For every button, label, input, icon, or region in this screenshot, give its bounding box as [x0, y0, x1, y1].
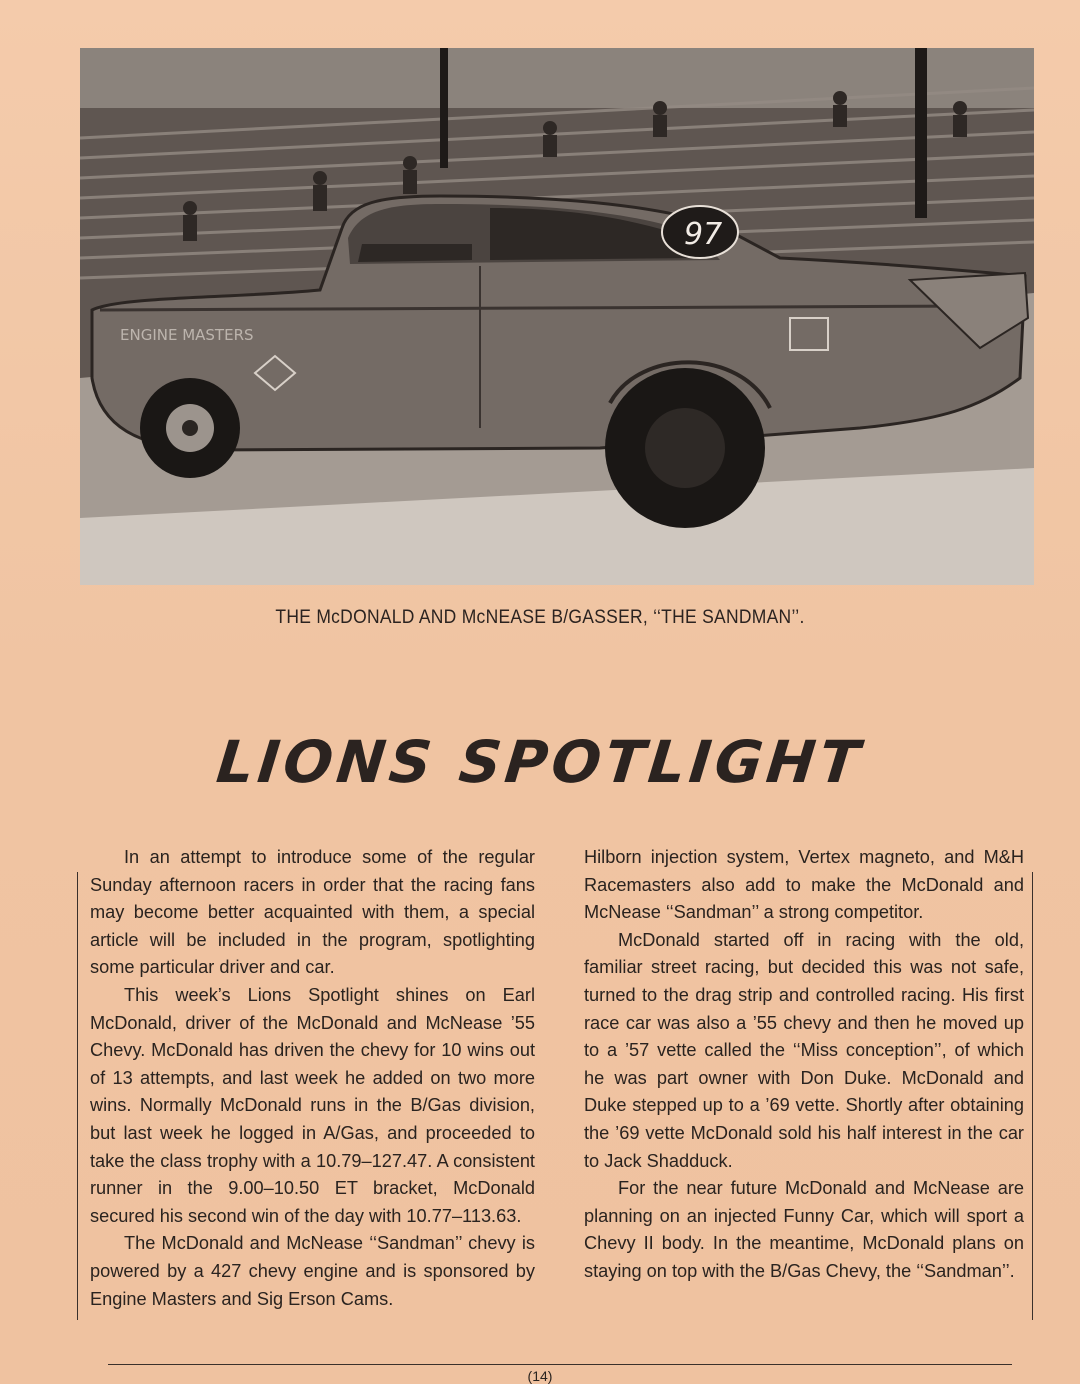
- car-number-text: 97: [684, 217, 723, 252]
- paragraph: In an attempt to introduce some of the regular Sunday afternoon racers in order that the racing fans may become better acquainted with them, a special article will be included in the program, spotlighting some particular driver and car.: [90, 847, 535, 978]
- page-number: (14): [527, 1368, 553, 1384]
- paragraph-continuation: Hilborn injection system, Vertex magneto, and M&H Racemasters also add to make the McDonald and McNease ‘‘Sandman’’ a strong competitor.: [584, 847, 1024, 923]
- photo-caption: THE McDONALD AND McNEASE B/GASSER, ‘‘THE SANDMAN’’.: [275, 607, 805, 628]
- article-right-column: [584, 844, 1024, 1286]
- paragraph: McDonald started off in racing with the old, familiar street racing, but decided this was not safe, turned to the drag strip and controlled racing. His first race car was also a ’55 chevy and then he moved up to a ’57 vette called the ‘‘Miss conception’’, of which he was part owner with Don Duke. McDonald and Duke stepped up to a ’69 vette. Shortly after obtaining the ’69 vette McDonald sold his half interest in the car to Jack Shadduck.: [584, 929, 1024, 1171]
- paragraph: This week’s Lions Spotlight shines on Earl McDonald, driver of the McDonald and McNease ’55 Chevy. McDonald has driven the chevy for 10 wins out of 13 attempts, and last week he added on two more wins. Normally McDonald runs in the B/Gas division, but last week he logged in A/Gas, and proceeded to take the class trophy with a 10.79–127.47. A consistent runner in the 9.00–10.50 ET bracket, McDonald secured his second win of the day with 10.77–113.63.: [90, 984, 535, 1226]
- paragraph: For the near future McDonald and McNease are planning on an injected Funny Car, which will sport a Chevy II body. In the meantime, McDonald plans on staying on top with the B/Gas Chevy, the ‘‘Sandman’’.: [584, 1178, 1024, 1281]
- race-car-photo: [80, 48, 1034, 585]
- left-column-rule: [77, 872, 78, 1320]
- article-left-column: [90, 844, 535, 1313]
- door-lettering: ENGINE MASTERS: [120, 326, 254, 344]
- right-column-rule: [1032, 872, 1033, 1320]
- article-headline: LIONS SPOTLIGHT: [213, 728, 867, 796]
- paragraph: The McDonald and McNease ‘‘Sandman’’ chevy is powered by a 427 chevy engine and is sponsored by Engine Masters and Sig Erson Cams.: [90, 1233, 535, 1309]
- footer-rule: [108, 1364, 1012, 1365]
